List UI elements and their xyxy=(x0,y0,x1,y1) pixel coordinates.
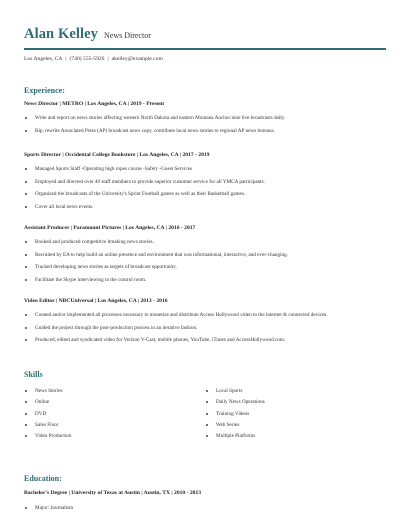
job-entry xyxy=(24,225,386,283)
skill-item: Web Series xyxy=(205,422,386,428)
job-heading: Sports Director | Occidental College Bookstore | Los Angeles, CA | 2017 - 2019 xyxy=(24,152,210,158)
contact-location: Los Angeles, CA xyxy=(24,56,63,62)
job-bullet: Produced, edited and syndicated video for Verizon V-Cast, mobile phones, YouTube, iTunes and AccessHollywood.com. xyxy=(24,337,386,343)
job-bullet: Write and report on news stories affecting western North Dakota and eastern Montana Anchor nine live broadcasts daily. xyxy=(24,115,386,121)
skill-item: Training Videos xyxy=(205,411,386,417)
job-bullets xyxy=(24,166,386,210)
experience-heading: Experience: xyxy=(24,86,65,95)
contact-phone: (740) 555-5926 xyxy=(69,56,105,62)
education-bullets xyxy=(24,505,386,511)
skill-item: Daily News Operations xyxy=(205,399,386,405)
contact-line xyxy=(24,56,163,62)
job-bullet: Created and/or implemented all processes necessary to monetize and distribute Access Hollywood video to the internet & connected devices. xyxy=(24,312,386,318)
education-heading: Education: xyxy=(24,474,62,483)
job-bullet: Tracked developing news stories as targets of broadcast opportunity. xyxy=(24,264,386,270)
job-bullet: Rip, rewrite Associated Press (AP) broadcast news copy, contribute local news stories to regional AP news bureaus. xyxy=(24,128,386,134)
job-bullet: Managed Sports Staff -Operating high ropes course -Safety -Guest Services xyxy=(24,166,386,172)
job-entry xyxy=(24,152,386,210)
job-bullet: Organized the broadcasts of the University's Sprint Football games as well as their Basketball games. xyxy=(24,191,386,197)
contact-separator: | xyxy=(107,56,109,62)
contact-separator: | xyxy=(65,56,67,62)
skills-heading: Skills xyxy=(24,370,43,379)
skill-item: DVD xyxy=(24,411,205,417)
skills-list xyxy=(24,388,386,439)
job-entry xyxy=(24,298,386,343)
name-row xyxy=(24,26,386,43)
job-bullet: Facilitate the Skype interviewing in the control room. xyxy=(24,277,386,283)
job-bullet: Employed and directed over 40 staff members to provide superior customer service for all YMCA participants. xyxy=(24,179,386,185)
job-heading: Video Editor | NBCUniversal | Los Angeles, CA | 2013 - 2016 xyxy=(24,298,168,304)
job-bullets xyxy=(24,312,386,343)
contact-email[interactable]: akelley@example.com xyxy=(111,56,163,62)
job-bullet: Recruited by EA to help build an online presence and environment that was informational, interactive, and ever-changing. xyxy=(24,252,386,258)
skill-item: News Stories xyxy=(24,388,205,394)
job-bullets xyxy=(24,239,386,283)
job-bullets xyxy=(24,115,386,134)
candidate-name: Alan Kelley xyxy=(24,26,98,42)
skill-item: Sales Floor xyxy=(24,422,205,428)
skill-item: Video Production xyxy=(24,433,205,439)
header-divider xyxy=(24,48,386,50)
education-degree: Bachelor's Degree | University of Texas at Austin | Austin, TX | 2010 - 2013 xyxy=(24,490,202,496)
job-bullet: Booked and produced competitive breaking news stories. xyxy=(24,239,386,245)
job-bullet: Cover all local news events. xyxy=(24,204,386,210)
resume-header xyxy=(24,26,386,43)
job-entry xyxy=(24,101,386,134)
job-heading: Assistant Producer | Paramount Pictures | Los Angeles, CA | 2016 - 2017 xyxy=(24,225,196,231)
skill-item: Local Sports xyxy=(205,388,386,394)
education-entry xyxy=(24,490,386,511)
education-bullet: Major: Journalism xyxy=(24,505,386,511)
skill-item: Online xyxy=(24,399,205,405)
job-bullet: Guided the project through the post-production process in an iterative fashion. xyxy=(24,325,386,331)
candidate-title: News Director xyxy=(104,31,151,40)
skill-item: Multiple Platforms xyxy=(205,433,386,439)
job-heading: News Director | METRO | Los Angeles, CA | 2019 - Present xyxy=(24,101,165,107)
